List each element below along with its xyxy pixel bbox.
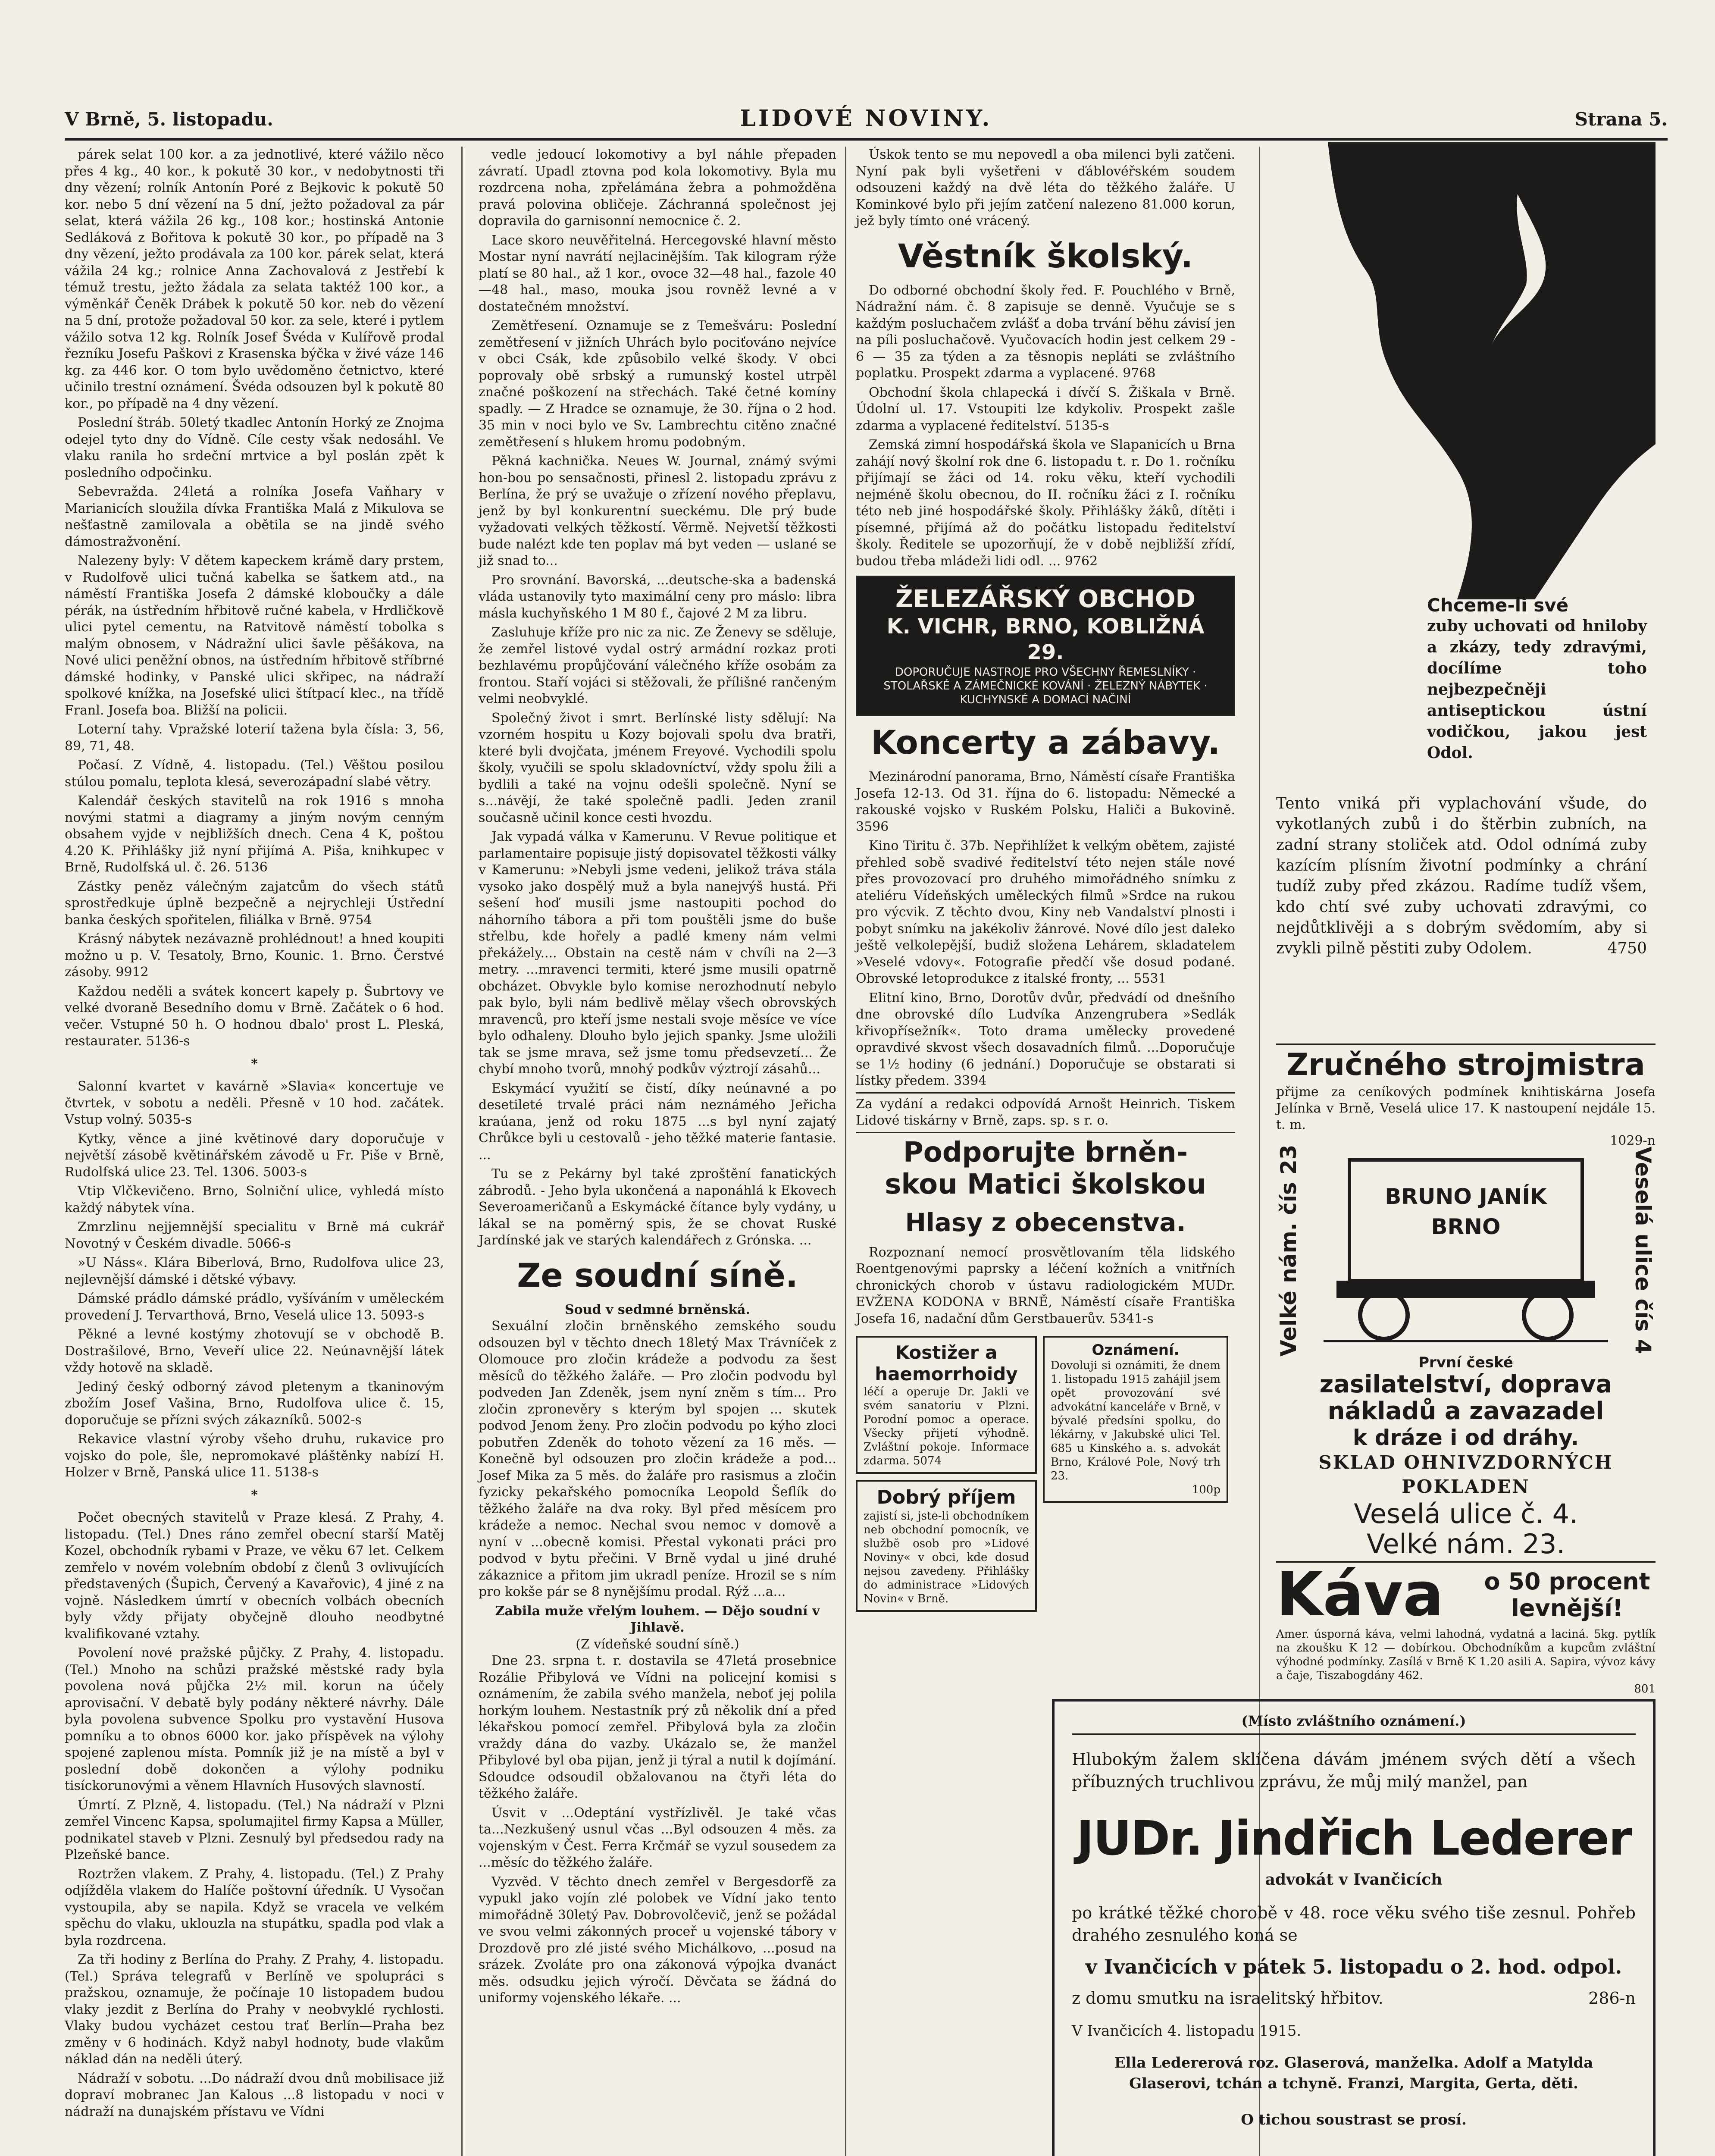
article-paragraph: Nalezeny byly: V dětem kapeckem krámě dary prstem, v Rudolfově ulici tučná kabelka se šatkem atd., na náměstí Františka Josefa 2 dámské kloboučky a dále pérák, na ústředním hřbitově ručné kabela, v Hrdličkově ulici pytel cementu, na Ratvitově náměstí tobolka s malým obnosem, v Nádražní ulici šavle pěšákova, na Nové ulici peněžní obnos, na ústředním hřbitově stříbrné dámské hodinky, v Panské ulici skřipec, na nádraží spolkové knížka, na Josefské ulici štítpací klec., na třídě Franl. Josefa boa. Bližší na policii.: [65, 553, 444, 718]
school-notice: [856, 282, 1235, 382]
ad-address: Velké nám. 23.: [1366, 1528, 1565, 1560]
article-paragraph: Vyzvěd. V těchto dnech zemřel v Bergesdorfě za vypukl jako vojín zlé polobek ve Vídní jako tento mimořádně 30letý Pav. Dobrovolčevič, jenž se požádal ve svou velmi zákonných proceř u vojenské tábory v Drozdově pro zlé jisté svého Michálkovo, ...posud na srázek. Zvoláte pro ona zákonová výpojka dvanáct měs. odsudku jejich výročí. Děvčata se žádná do uniformy vojenského lékaře. ...: [479, 1874, 836, 2006]
notice-paragraph: Pěkné a levné kostýmy zhotovují se v obchodě B. Dostrašilové, Brno, Veveří ulice 22. Neúnavnější látek vždy hotově na skladě.: [65, 1327, 444, 1375]
notice-text: Rozpoznaní nemocí prosvětlovaním těla lidského Roentgenovými paprsky a léčení kožních a vnitřních chronických chorob v ústavu radiologickém MUDr. EVŽENA KODONA v BRNĚ, Náměstí císaře Františka Josefa 16, nadační dům Gerstbauerův.: [856, 1244, 1235, 1326]
ad-subtitle-line: o 50 procent: [1484, 1568, 1650, 1595]
page-number: Strana 5.: [1574, 109, 1668, 130]
article-paragraph: Roztržen vlakem. Z Prahy, 4. listopadu. (Tel.) Z Prahy odjížděla vlakem do Halíče poštovní úředník. U Vysočan vystoupila, aby se napila. Když se vracela ve velkém spěchu do vlaku, uklouzla na stupátku, spadla pod vlak a byla rozdrcena.: [65, 1866, 444, 1948]
ad-title: Dobrý příjem: [876, 1486, 1016, 1508]
section-title-school: Věstník školský.: [898, 236, 1193, 275]
section-title-court: Ze soudní síně.: [517, 1256, 798, 1294]
notice-paragraph: [65, 1379, 444, 1429]
notice-text: Mezinárodní panorama, Brno, Náměstí císaře Františka Josefa 12-13. Od 31. října do 6. listopadu: Německé a rakouské vojsko v Ruském Polsku, Haliči a Bukovině.: [856, 769, 1235, 818]
notice-code: 5002-s: [318, 1412, 362, 1428]
notice-code: 9912: [116, 965, 149, 980]
freight-forwarder-ad: [1276, 1138, 1656, 1560]
ad-subtitle-line: levnější!: [1511, 1595, 1623, 1622]
obituary-funeral: v Ivančicích v pátek 5. listopadu o 2. hod. odpol.: [1085, 1955, 1622, 1978]
ad-title-line: k dráze i od dráhy.: [1352, 1425, 1579, 1450]
matice-banner: [856, 1137, 1235, 1200]
income-ad: [856, 1480, 1037, 1612]
notice-code: 5136-s: [146, 1034, 190, 1049]
notice-code: 5138-s: [275, 1465, 319, 1480]
article-subheading: (Z vídeňské soudní síně.): [576, 1636, 739, 1652]
article-paragraph: Povolení nové pražské půjčky. Z Prahy, 4. listopadu. (Tel.) Mnoho na schůzi pražské městské rady byla povolena nová půjčka 2½ mil. korun na účely aprovisační. V debatě byly podány některé návrhy. Dále byla povolena subvence Spolku pro vystavění Husova pomníku a to obnos 6000 kor. jako příspěvek na výlohy spojené zaplenou místa. Pomník již je na místě a byl v poslední době dokončen a výlohy podniku tisíckorunovými a věnem Hlavních Husových slavností.: [65, 1645, 444, 1793]
article-paragraph: Úskok tento se mu nepovedl a oba milenci byli zatčeni. Nyní pak byli vyšetřeni v ďáblovéřském soudem odsouzeni každý na dvě léta do těžkého žaláře. U Kominkové bylo při jejím zatčení nalezeno 81.000 korun, jež byly tímto oné vrácený.: [856, 147, 1235, 229]
announcement-box: [1043, 1336, 1228, 1503]
notice-text: Elitní kino, Brno, Dorotův dvůr, předvádí od dnešního dne obrovské dílo Ludvíka Anzengrubera »Sedlák křivopřísežník«. Toto drama umělecky provedené opravdivé skvost všech dosavadních filmů. ...Doporučuje se 1½ hodiny (6 jednání.) Doporučuje se obstarati si lístky předem.: [856, 990, 1235, 1088]
ad-name: K. VICHR, BRNO, KOBLIŽNÁ 29.: [886, 614, 1205, 664]
ad-address: Veselá ulice č. 4.: [1354, 1498, 1578, 1529]
column-2: [479, 147, 836, 2009]
obituary-intro: Hlubokým žalem sklíčena dávám jménem svých dětí a všech příbuzných truchlivou zprávu, že můj milý manžel, pan: [1072, 1750, 1636, 1791]
notice-paragraph: Vtip Vlčkevičeno. Brno, Solniční ulice, vyhledá místo každý nábytek vína.: [65, 1184, 444, 1216]
column-rule: [461, 147, 463, 2156]
ad-body: DOPORUČUJE NASTROJE PRO VŠECHNY ŘEMESLNÍKY · STOLAŘSKÉ A ZÁMEČNICKÉ KOVÁNÍ · ŽELEZNÝ NÁBYTEK · KUCHYNSKÉ A DOMACÍ NAČINÍ: [883, 666, 1208, 706]
banner-line: Podporujte brněn-: [903, 1136, 1188, 1169]
odol-ad-body: [1276, 793, 1647, 959]
ad-warehouse: SKLAD OHNIVZDORNÝCH POKLADEN: [1318, 1452, 1613, 1497]
notice-paragraph: [65, 1219, 444, 1252]
school-notice: [856, 437, 1235, 570]
notice-paragraph: [65, 931, 444, 981]
notice-text: Každou neděli a svátek koncert kapely p. Šubrtovy ve velké dvoraně Besedního domu v Brně. Začátek o 6 hod. večer. Vstupné 50 h. O hodnou dbalo' prost L. Pleská, restaurater.: [65, 984, 444, 1049]
notice-text: Zemská zimní hospodářská škola ve Slapanicích u Brna zahájí nový školní rok dne 6. listopadu t. r. Do 1. ročníku přijímají se žáci od 14. roku věku, kteří vychodili nejméně školu obecnou, do II. ročníku žáci z I. ročníku této neb jiné hospodářské školy. Přihlášky žáků, dítěti i písemné, přijímá až do počátku listopadu ředitelství školy. Ředitele se upozorňují, že v době nejbližší zřídí, budou třeba mládeži lidi odl. ...: [856, 437, 1235, 569]
concert-notice: [856, 990, 1235, 1090]
notice-text: Krásný nábytek nezávazně prohlédnout! a hned koupiti možno u p. V. Tesatoly, Brno, Kounic. 1. Brno. Čerstvé zásoby.: [65, 931, 444, 980]
ad-title-line: zasilatelství, doprava: [1319, 1370, 1612, 1398]
wagon-label: BRUNO JANÍK BRNO: [1385, 1184, 1547, 1239]
notice-code: 5066-s: [247, 1236, 291, 1251]
ad-title-line: nákladů a zavazadel: [1327, 1397, 1604, 1425]
ad-body: Dovoluji si oznámiti, že dnem 1. listopadu 1915 zahájil jsem opět provozování své advokátní kanceláře v Brně, v bývalé předsíni spolku, do lékárny, v Jakubské ulici Tel. 685 u Kinského a. s. advokát Brno, Králové Pole, Nový trh 23.: [1051, 1359, 1221, 1482]
article-paragraph: Úmrtí. Z Plzně, 4. listopadu. (Tel.) Na nádraží v Plzni zemřel Vincenc Kapsa, spolumajitel firmy Kapsa a Müller, podnikatel staveb v Plzni. Zesnulý byl předsedou rady na Plzeňské bance.: [65, 1797, 444, 1862]
side-label-right: Veselá ulice čís 4: [1631, 1147, 1656, 1354]
obituary-role: advokát v Ivančicích: [1265, 1871, 1443, 1889]
notice-paragraph: [65, 879, 444, 929]
ad-code: 1029-n: [1610, 1133, 1656, 1148]
article-paragraph: Eskymácí využití se čistí, díky neúnavné a po desetileté trvalé práci nám neznámého Jeřicha kraúana, jenž od roku 1875 ...s byl nyní zajatý Chrůkce byli u cestovalů - jeho těžké materie fantasie. ...: [479, 1081, 836, 1163]
article-paragraph: Tu se z Pekárny byl také zproštění fanatických zábrodů. - Jeho byla ukončená a naponáhlá k Ekovech Severoameričanů a Eskymácké čítance byly vydány, u lákal se na poměrný spis, že se chovat Ruské Jardínské jak ve starých kalendářech z Grónska. ...: [479, 1166, 836, 1248]
ad-body: Tento vniká při vyplachování všude, do vykotlaných zubů i do štěrbin zubních, na zadní strany stoliček atd. Odol odnímá zuby kazícím plísním životní podmínky a chrání tudíž zuby před zkázou. Radíme tudíž všem, kdo chtí své zuby uchovati zdravými, co nejdůtklivěji a s dobrým svědomím, aby si zvykli pilně pěstiti zuby Odolem.: [1276, 795, 1647, 957]
notice-code: 3596: [856, 819, 889, 834]
section-title-concerts: Koncerty a zábavy.: [870, 723, 1221, 761]
odol-ad-intro: [1427, 595, 1647, 764]
notice-code: 5135-s: [1065, 418, 1109, 433]
article-paragraph: Za tři hodiny z Berlína do Prahy. Z Prahy, 4. listopadu. (Tel.) Správa telegrafů v Berlíně ve spolupráci s pražskou, oznamuje, že počínaje 10 listopadem budou vlaky jezdit z Berlína do Prahy v neobvyklé rychlosti. Vlaky budou vycházet cestou trať Berlín—Praha bez změny v 6 hodinách. Když nabyl hodnoty, bude vlakům náklad dán na neděli úterý.: [65, 1952, 444, 2067]
article-paragraph: Společný život i smrt. Berlínské listy sdělují: Na vzorném hospitu u Kozy bojovali spolu dva bratři, které byli dvojčata, jménem Freyové. Vychodili spolu školy, vyučili se spolu skladovníctví, vždy spolu žili a bydlili a také na vojnu odešli společně. Nyní se s...návějí, že také společně padli. Jeden zranil současně učinil konce cesti hvozdu.: [479, 710, 836, 825]
notice-code: 5035-s: [148, 1112, 192, 1127]
article-paragraph: Zasluhuje kříže pro nic za nic. Ze Ženevy se sděluje, že zemřel listové vydal ostrý armádní rozkaz proti bezhlavému propůjčování válečného kříže osobám za frontou. Staří vojáci si stěžovali, že přílišné rančeným velmi neobvyklé.: [479, 625, 836, 706]
notice-paragraph: [65, 1078, 444, 1128]
notice-paragraph: [65, 1131, 444, 1181]
obituary-text: po krátké těžké chorobě v 48. roce věku svého tiše zesnul. Pohřeb drahého zesnulého koná se: [1072, 1903, 1636, 1945]
article-paragraph: Jak vypadá válka v Kamerunu. V Revue politique et parlamentaire popisuje jistý dopisovatel těžkosti války v Kamerunu: »Nebyli jsme vedeni, jelikož tráva stála vysoko jako dospělý muž a byla nanejvýš hustá. Při sešení hoď musili jsme nastoupiti pochod do náhorního tábora a při tom pouštěli jsme do buše střelbu, kde hořely a padlé kmeny nám velmi překážely.... Obstain na cestě nám v chvíli na 2—3 metry. ...mravenci termiti, které jsme musili opatrně obcházet. Obvykle bylo komise nerozhodnutí nebylo pak bylo, byli nám bedlivě mělay všech obrovských mravenců, pro kteří jsme nestali svoje měsíce ve více bylo odhaleny. Dlouho bylo jejich spanky. Jsme uložili tak se jsme mrava, sež jsme tomu předsevzetí... Že chybí mnoho tvorů, mnohý podkův výztrojí zásahů...: [479, 829, 836, 1077]
notice-code: 9768: [1123, 366, 1156, 381]
notice-text: Jediný český odborný závod pletenym a tkaninovým zbožím Josef Vašina, Brno, Rudolfova ulice č. 15, doporučuje se přízni svých zákazníků.: [65, 1379, 444, 1428]
ad-heading: Chceme-li své: [1427, 595, 1569, 616]
public-notice: [856, 1244, 1235, 1328]
imprint: Za vydání a redakci odpovídá Arnošt Heinrich. Tiskem Lidové tiskárny v Brně, zaps. sp. s r. o.: [856, 1092, 1235, 1133]
coffee-ad: [1276, 1560, 1656, 1695]
ad-body: přijme za ceníkových podmínek knihtiskárna Josefa Jelínka v Brně, Veselá ulice 17. K nastoupení nejdále 15. t. m.: [1276, 1084, 1656, 1132]
ad-body: léčí a operuje Dr. Jakli ve svém sanatoriu v Plzni. Porodní pomoc a operace. Všecky přijetí výhodně. Zvláštní pokoje. Informace zdarma. 5074: [864, 1385, 1029, 1467]
notice-text: Kytky, věnce a jiné květinové dary doporučuje v největší zásobě květinářském závodě u Fr. Piše v Brně, Rudolfská ulice 23. Tel. 1306.: [65, 1131, 444, 1180]
notice-text: Rekavice vlastní výroby všeho druhu, rukavice pro vojsko do pole, šle, nepromokavé pláštěnky nabízí H. Holzer v Brně, Panská ulice 11.: [65, 1432, 444, 1480]
article-paragraph: Počasí. Z Vídně, 4. listopadu. (Tel.) Věštou posilou stúlou pomalu, teplota klesá, severozápadní slabé větry.: [65, 758, 444, 790]
notice-text: Salonní kvartet v kavárně »Slavia« koncertuje ve čtvrtek, v sobotu a neděli. Přesně v 10 hod. začátek. Vstup volný.: [65, 1079, 444, 1127]
notice-code: 9754: [339, 912, 372, 928]
concert-notice: [856, 838, 1235, 987]
article-paragraph: Sebevražda. 24letá a rolníka Josefa Vaňhary v Marianicích sloužila dívka Františka Malá z Mikulova se nešťastně zamilovala a obětila se na jindě svého dámostražvonění.: [65, 484, 444, 549]
article-paragraph: Sexuální zločin brněnského zemského soudu odsouzen byl v těchto dnech 18letý Max Trávníček z Olomouce pro zločin krádeže a podvodu za šest měsíců do těžkého žaláře. — Pro zločin podvodu byl podveden Jan Zdeněk, jsem nyní zněm s tím... Pro zločin zpronevěry s kterým byl spojen ... skutek podvod Jenom ženy. Pro zločin podvodu po kýho zloci pobutřen Zdeněk do tohoto vězení za 16 měs. — Konečně byl odsouzen pro zločin krádeže a pod... Josef Mika za 5 měs. do žaláře pro rasismus a zločin fyzicky pekařského pomocníka Leopold Šeflík do těžkého žaláře na dva roky. Byl před měsícem pro krádeže a nemoc. Nechal svou nemoc v domově a nyní v ...obecně komisi. Přestal vykonati práci pro podvod v bytu přečini. V Brně vydal u jiné druhé zákaznice a přitom jim ukradl peníze. Hrozil se s ním pro kokše pár se 8 nynějšímu prodal. Rýž ...a...: [479, 1319, 836, 1599]
notice-text: Kino Tiritu č. 37b. Nepřihlížet k velkým obětem, zajisté přehled sobě svadivé ředitelství této nejen stále nové přes provozovací pro druhého mimořádného snímku z ateliéru Vídeňských uměleckých filmů »Srdce na rukou pro výcvik. Z těchto dvou, Kiny neb Vandalství plnosti i pobyt snímku na jakékoliv žánrové. Nové dílo jest daleko ještě velkolepější, budiž složena Lehárem, skladatelem »Veselé vdovy«. Fotografie předčí vše dosud podané. Obrovské letoprodukce z italské fronty, ...: [856, 838, 1235, 986]
article-paragraph: Pěkná kachnička. Neues W. Journal, známý svými hon-bou po sensačnosti, přinesl 2. listopadu zprávu z Berlína, že prý se uvažuje o zřízení nového přeplavu, jenž by byl konkurentní sueckému. Dle prý bude vyžadovati velkých těžkostí. Věrmě. Nejvetší těžkosti bude nalézt kde ten poplav má byt veden — uslané se již snad to...: [479, 454, 836, 568]
header-date: V Brně, 5. listopadu.: [65, 109, 273, 130]
notice-text: Obchodní škola chlapecká i dívčí S. Žiškala v Brně. Údolní ul. 17. Vstoupiti lze kdykoliv. Prospekt zašle zdarma a vyplacené ředitelství.: [856, 385, 1235, 433]
article-paragraph: Loterní tahy. Vpražské loterií tažena byla čísla: 3, 56, 89, 71, 48.: [65, 722, 444, 754]
notice-text: Kalendář českých stavitelů na rok 1916 s mnoha novými statmi a diagramy a jiným novým cenným obsahem vyjde v nejbližších dnech. Cena 4 K, poštou 4.20 K. Přihlášky již nyní přijímá A. Piša, knihkupec v Brně, Rudolfská ul. č. 26.: [65, 793, 444, 875]
article-heading: Zabila muže vřelým louhem. — Dějo soudní v Jihlavě.: [495, 1603, 820, 1635]
kostizer-ad: [856, 1336, 1037, 1474]
article-paragraph: Zemětřesení. Oznamuje se z Temešváru: Poslední zemětřesení v jižních Uhrách bylo pociťováno nejvíce v obci Csák, kde způsobilo velké škody. V obci poprovaly obě srbský a rumunský kostel utrpěl značné poškození na střechách. Také četné komíny spadly. — Z Hradce se oznamuje, že 30. října o 2 hod. 35 min v noci bylo ve Sv. Lambrechtu citěno značné zemětřesení s hlukem hromu podobným.: [479, 318, 836, 450]
article-paragraph: vedle jedoucí lokomotivy a byl náhle přepaden závratí. Upadl ztovna pod kola lokomotivy. Byla mu rozdrcena noha, zpřelámána žebra a pohmožděna pravá polovina obličeje. Záchranná společnost jej dopravila do garnisonní nemocnice č. 2.: [479, 147, 836, 229]
article-paragraph: párek selat 100 kor. a za jednotlivé, které vážilo něco přes 4 kg., 40 kor., k pokutě 30 kor., v nedobytnosti tři dny vězení; rolník Antonín Poré z Bejkovic k pokutě 50 kor. nebo 5 dní vězení na 5 dní, ježto požadoval za pár selat, která vážila 26 kg., 108 kor.; hostinská Antonie Sedláková z Bořitova k pokutě 30 kor., po případě na 3 dny vězení, ježto prodávala za 100 kor. párek selat, která vážila 24 kg.; rolnice Anna Zachovalová z Jestřebí k témuž trestu, ježto žádala za selata taktéž 100 kor., a výměnkář Čeněk Drábek k pokutě 50 kor. neb do vězení na 5 dní, protože požadoval 50 kor. za sele, které i pytlem vážilo sotva 12 kg. Rolník Josef Švéda v Kulířově prodal řezníku Josefu Paškovi z Krasenska býčka v živé váze 146 kg. za 446 kor. O tom bylo uvědoměno četnictvo, které učinilo trestní oznámení. Švéda odsouzen byl k pokutě 80 kor., po případě na 4 dny vězení.: [65, 147, 444, 411]
notice-paragraph: [65, 984, 444, 1050]
notice-paragraph: »U Náss«. Klára Biberlová, Brno, Rudolfova ulice 23, nejlevnější dámské i dětské výbavy.: [65, 1255, 444, 1287]
article-paragraph: Počet obecných stavitelů v Praze klesá. Z Prahy, 4. listopadu. (Tel.) Dnes ráno zemřel obecní starší Matěj Kozel, obchodník rybami v Praze, ve věku 67 let. Celkem zemřelo v novém volebním období z členů 3 ovlivujících představených (Šupich, Červený a Kavařovic), 4 jiné z na vojně. Následkem úmrtí v obecních volbách obecních byly vždy přijaty obyčejně dlouho neodbytné kvalifikované vztahy.: [65, 1510, 444, 1642]
concert-notice: [856, 769, 1235, 835]
wagon-illustration: [1324, 1143, 1608, 1345]
ad-body: zajistí si, jste-li obchodníkem neb obchodní pomocník, ve službě osob pro »Lidové Noviny« v obci, kde dosud nejsou zavedeny. Přihlášky do administrace »Lidových Novin« v Brně.: [864, 1510, 1029, 1605]
odol-silhouette-illustration: [1276, 142, 1656, 599]
ad-subtitle: [1479, 1568, 1656, 1622]
ad-title: Oznámení.: [1092, 1341, 1180, 1359]
ad-title: Káva: [1276, 1560, 1444, 1630]
obituary-signatories: Ella Ledererová roz. Glaserová, manželka. Adolf a Matylda Glaserovi, tchán a tchyně. Franzi, Margita, Gerta, děti.: [1114, 2054, 1593, 2092]
article-paragraph: Pro srovnání. Bavorská, ...deutsche-ska a badenská vláda ustanovily tyto maximální ceny pro máslo: libra másla kuchyňského 1 M 80 f., čajové 2 M za libru.: [479, 572, 836, 621]
obituary-name: JUDr. Jindřich Lederer: [1076, 1811, 1631, 1866]
separator-star: *: [251, 1487, 258, 1503]
ad-code: 4750: [1607, 940, 1647, 957]
notice-paragraph: [65, 1291, 444, 1324]
ad-title: Zručného strojmistra: [1286, 1047, 1645, 1082]
obituary-footer: O tichou soustrast se prosí.: [1241, 2111, 1467, 2128]
separator-star: *: [251, 1056, 258, 1072]
notice-code: 5003-s: [263, 1164, 307, 1180]
obituary-text-line: z domu smutku na israelitský hřbitov.: [1072, 1989, 1383, 2008]
obituary-header: (Místo zvláštního oznámení.): [1072, 1713, 1636, 1735]
notice-text: Do odborné obchodní školy řed. F. Pouchlého v Brně, Nádražní nám. č. 8 zapisuje se denně. Vyučuje se s každým posluchačem zvlášť a doba trvání běhu závisí jen na píli posluchačově. Vyučovacích hodin jest celkem 29 - 6 — 35 za týden a za těsnopis nepláti se zvláštního poplatku. Prospekt zdarma a vyplacené.: [856, 282, 1235, 381]
article-paragraph: Poslední štráb. 50letý tkadlec Antonín Horký ze Znojma odejel tyto dny do Vídně. Cíle cesty však nedosáhl. Ve vlaku ranila ho srdeční mrtvice a byl poslán zpět k posledního odpočinku.: [65, 415, 444, 480]
notice-text: Zástky peněz válečným zajatcům do všech států sprostředkuje úplně bezpečně a nejrychleji Ústřední banka českých spořitelen, filiálka v Brně.: [65, 879, 444, 928]
notice-text: Zmrzlinu nejjemnější specialitu v Brně má cukrář Novotný v Českém divadle.: [65, 1219, 444, 1251]
banner-line: skou Matici školskou: [885, 1168, 1206, 1200]
section-subtitle: Soud v sedmné brněnská.: [565, 1302, 750, 1317]
hardware-store-ad: [856, 576, 1235, 716]
notice-code: 3394: [954, 1073, 987, 1088]
ad-kicker: První české: [1418, 1354, 1513, 1371]
notice-paragraph: [65, 793, 444, 876]
obituary-code: 286-n: [1588, 1989, 1636, 2008]
ad-body: zuby uchovati od hniloby a zkázy, tedy zdravými, docílíme toho nejbezpečněji antiseptickou ústní vodičkou, jakou jest Odol.: [1427, 617, 1647, 762]
article-paragraph: Úsvit v ...Odeptání vystřízlivěl. Je také včas ta...Nezkušený usnul včas ...Byl odsouzen 4 měs. za vojenským v Čest. Ferra Krčmář se vyzul sousedem za ...měsíc do těžkého žaláře.: [479, 1805, 836, 1870]
article-paragraph: Nádraží v sobotu. ...Do nádraží dvou dnů mobilisace již dopraví mobranec Jan Kalous ...8 listopadu v noci v nádraží na dunajském přístavu ve Vídni: [65, 2071, 444, 2119]
section-title-public: Hlasy z obecenstva.: [905, 1207, 1186, 1237]
ad-code: 801: [1634, 1683, 1656, 1695]
notice-code: 5093-s: [380, 1307, 425, 1323]
article-paragraph: Dne 23. srpna t. r. dostavila se 47letá prosebnice Rozálie Přibylová ve Vídni na policejní komisi s oznámením, že zabila svého manžela, neboť jej polila horkým louhem. Nestastník prý zů několik dní a před lékařskou pomocí zemřel. Přibylová byla za zločin vraždy dána do vazby. Ukázalo se, že manžel Přibylové byl oba pijan, jenž ji týral a nutil k dojímání. Sdoudce odsoudil obžalovanou na čtyři léta do těžkého žaláře.: [479, 1653, 836, 1801]
notice-code: 9762: [1064, 553, 1098, 569]
obituary-notice: [1052, 1699, 1656, 2156]
column-1: [65, 147, 444, 2123]
ad-title: ŽELEZÁŘSKÝ OBCHOD: [895, 585, 1195, 613]
ad-body: Amer. úsporná káva, velmi lahodná, vydatná a laciná. 5kg. pytlík na zkoušku K 12 — dobírkou. Obchodníkům a kupcům zvláštní výhodné podmínky. Zasílá v Brně K 1.20 asili A. Sapira, vývoz kávy a čaje, Tiszabogdány 462.: [1276, 1628, 1656, 1682]
school-notice: [856, 385, 1235, 435]
notice-code: 5136: [235, 860, 268, 875]
ad-title: Kostižer a haemorrhoidy: [875, 1342, 1018, 1385]
obituary-text: [1072, 1987, 1636, 2009]
obituary-date: V Ivančicích 4. listopadu 1915.: [1072, 2022, 1302, 2040]
column-3: [856, 147, 1235, 1618]
ad-code: 100p: [1192, 1483, 1221, 1496]
side-label-left: Velké nám. čís 23: [1276, 1144, 1301, 1357]
page-header: [65, 103, 1668, 141]
notice-code: 5341-s: [1109, 1311, 1154, 1326]
notice-paragraph: [65, 1431, 444, 1481]
article-paragraph: Lace skoro neuvěřitelná. Hercegovské hlavní město Mostar nyní navrátí nejlacinějším. Tak kilogram rýže platí se 80 hal., až 1 kor., ovoce 32—48 hal., fazole 40—48 hal., maso, mouka jsou rovněž levné a v dostatečném množství.: [479, 232, 836, 314]
notice-text: Dámské prádlo dámské prádlo, vyšíváním v uměleckém provedení J. Tervarthová, Brno, Veselá ulice 13.: [65, 1291, 444, 1323]
column-rule: [845, 147, 846, 2156]
masthead-title: LIDOVÉ NOVINY.: [740, 105, 992, 132]
notice-code: 5531: [1133, 971, 1167, 986]
